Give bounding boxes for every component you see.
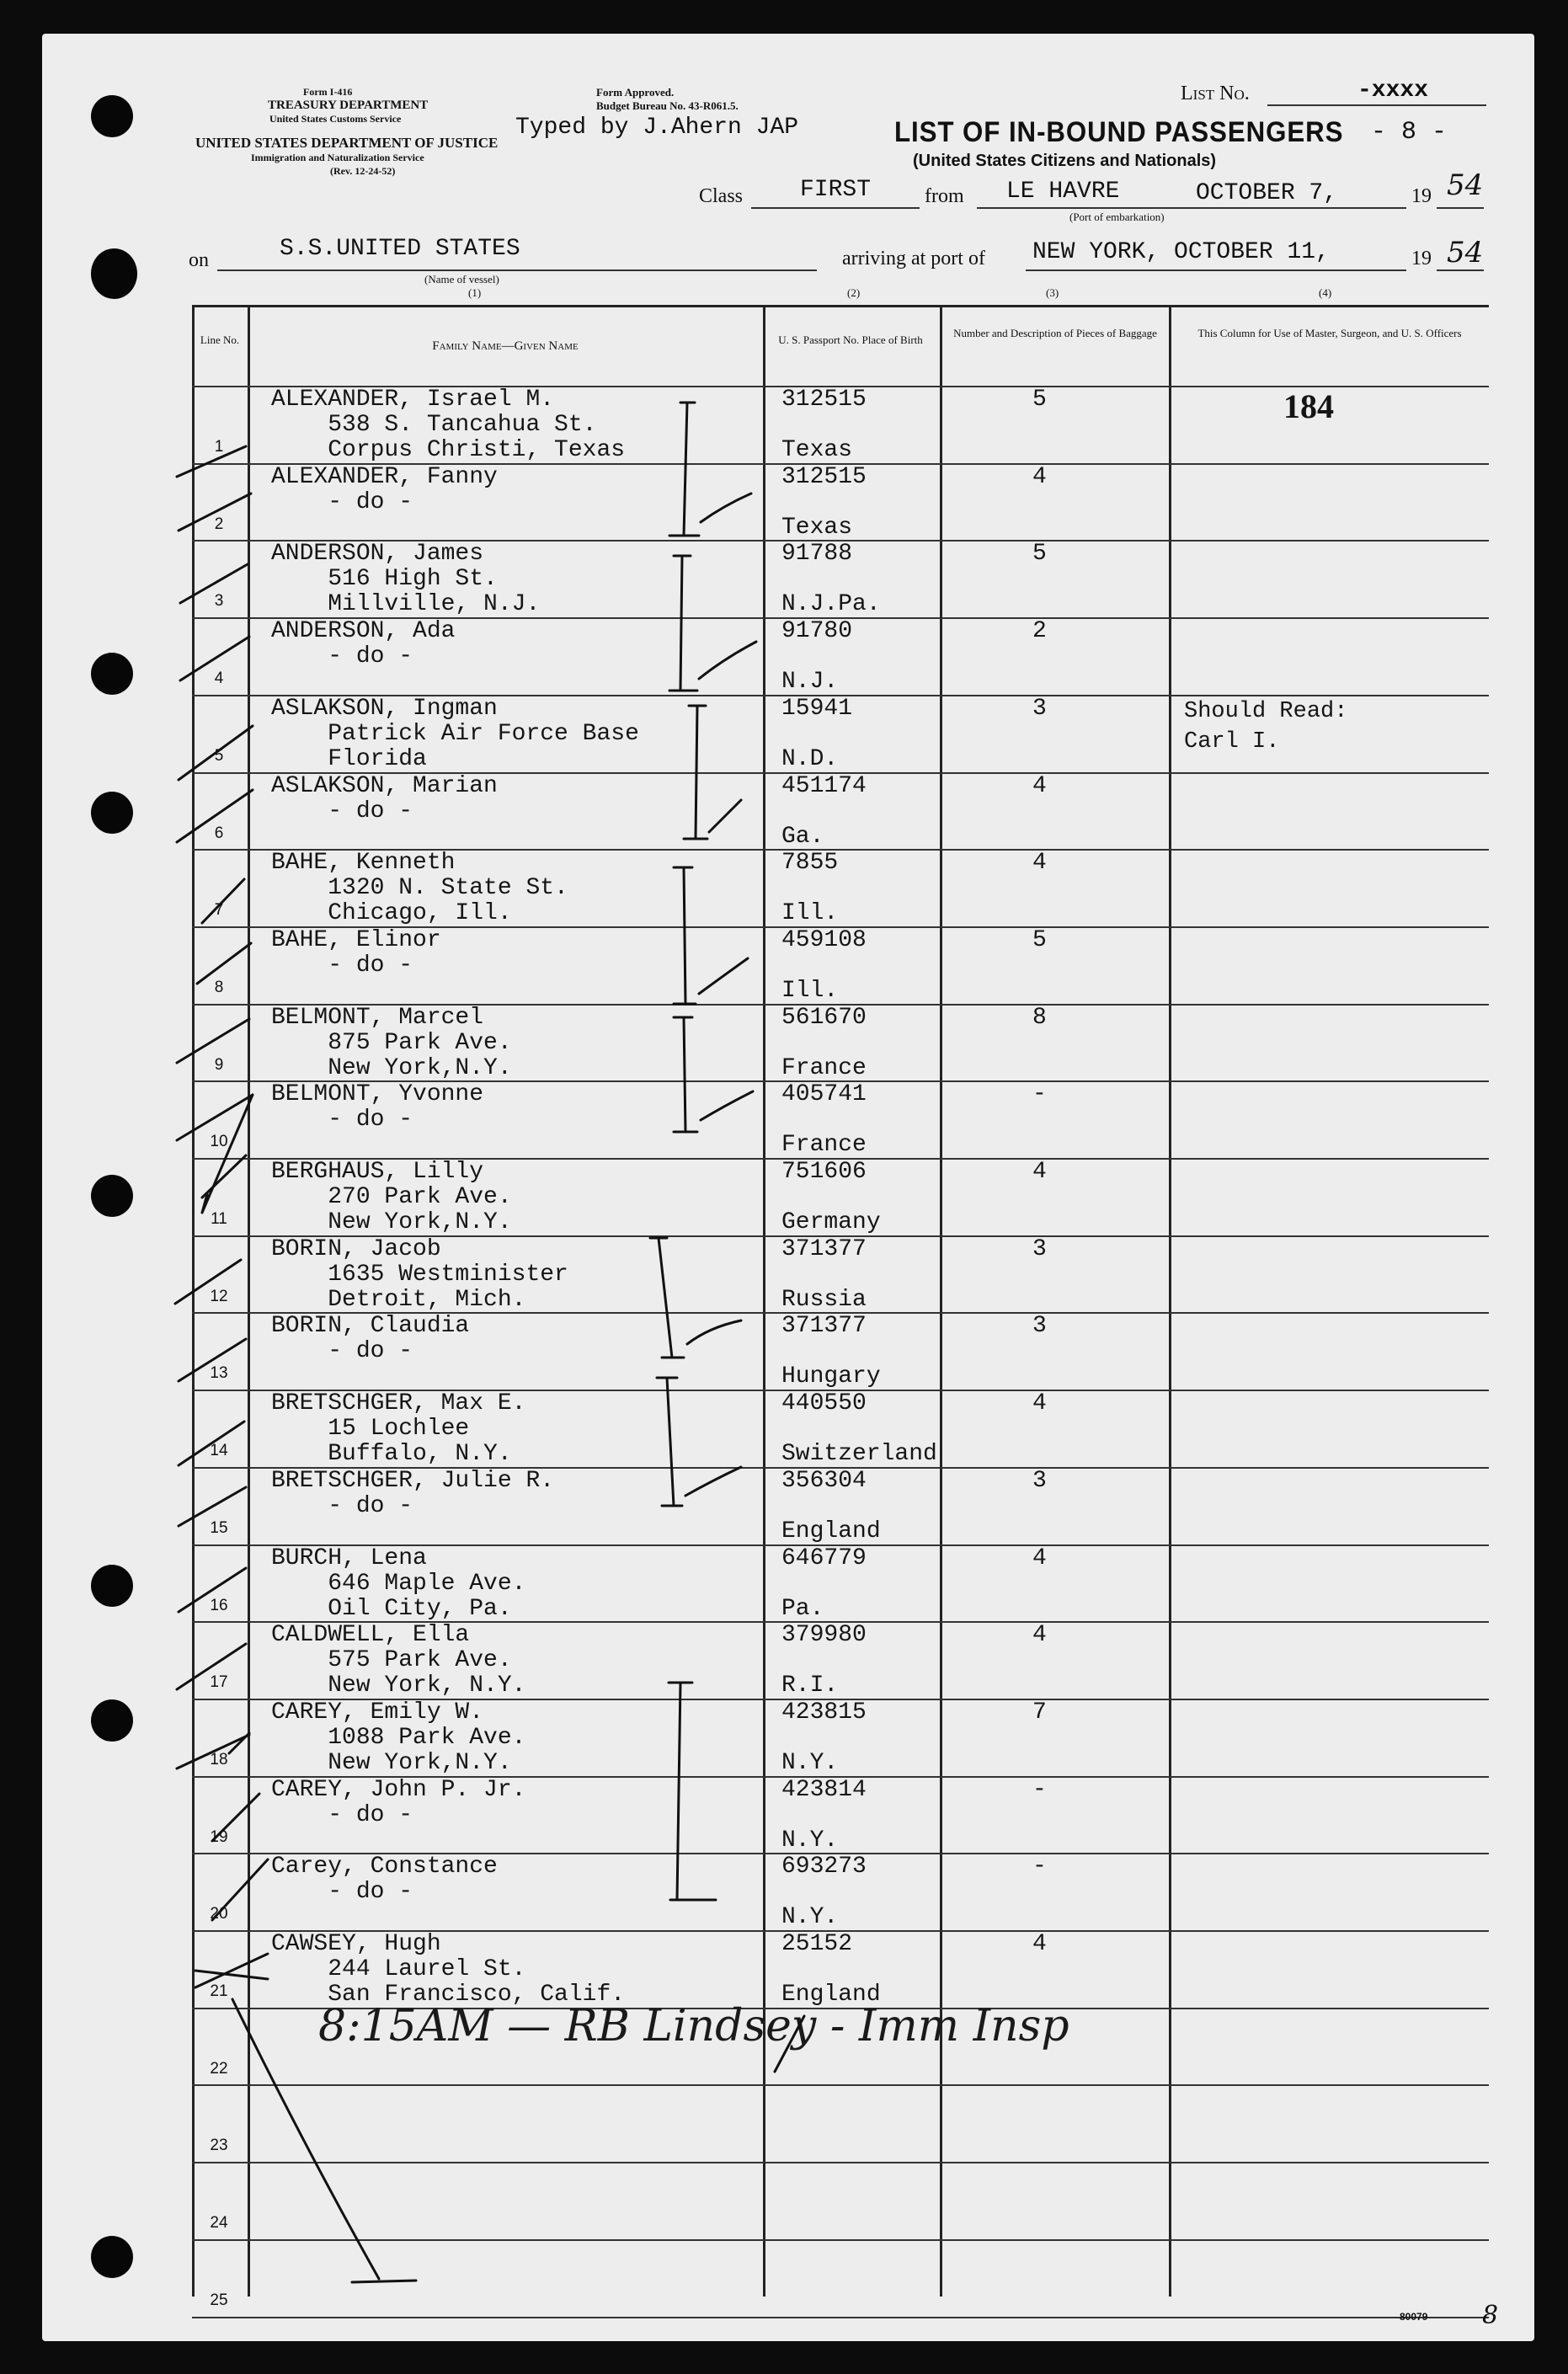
line-number: 23 (210, 2137, 228, 2155)
line-number: 19 (210, 1827, 228, 1846)
place-of-birth: Pa. (781, 1595, 824, 1622)
page-title: LIST OF IN-BOUND PASSENGERS (894, 116, 1344, 148)
col-header-officers: This Column for Use of Master, Surgeon, and U. S. Officers (1197, 327, 1462, 339)
passport-number: 91788 (781, 541, 853, 568)
baggage-count: 3 (1032, 1313, 1047, 1340)
passenger-name: ANDERSON, James 516 High St. Millville, N.J. (271, 541, 541, 618)
passport-number: 379980 (781, 1622, 867, 1649)
line-number: 4 (214, 670, 224, 688)
passport-number: 312515 (781, 387, 867, 413)
baggage-count: 5 (1032, 926, 1047, 953)
passenger-name: BAHE, Elinor - do - (271, 926, 441, 979)
baggage-count: - (1032, 1776, 1047, 1803)
year-value: 54 (1447, 168, 1484, 202)
passport-number: 440550 (781, 1390, 867, 1417)
place-of-birth: Russia (781, 1286, 867, 1313)
officer-note: Should Read: Carl I. (1184, 698, 1348, 755)
line-number: 8 (214, 978, 224, 996)
tick-marks (175, 446, 268, 1987)
place-of-birth: Texas (781, 437, 853, 463)
passenger-name: ALEXANDER, Israel M. 538 S. Tancahua St. Corpus Christi, Texas (271, 387, 626, 463)
line-number: 12 (210, 1287, 228, 1305)
class-label: Class (699, 185, 744, 207)
place-of-birth: Hungary (781, 1363, 881, 1390)
large-check-mark (202, 1095, 253, 1213)
passport-number: 423814 (781, 1776, 867, 1803)
col-header-passport: U. S. Passport No. Place of Birth (778, 333, 923, 346)
baggage-count: 3 (1032, 695, 1047, 722)
vessel-name: S.S.UNITED STATES (280, 236, 520, 262)
passport-number: 561670 (781, 1004, 867, 1031)
baggage-count: 4 (1032, 1159, 1047, 1185)
passport-number: 693273 (781, 1854, 867, 1881)
page-mark: 8 (1482, 2301, 1499, 2330)
passenger-name: CAREY, Emily W. 1088 Park Ave. New York,N.Y. (271, 1699, 526, 1776)
passport-number: 459108 (781, 926, 867, 953)
check-mark (709, 800, 741, 832)
baggage-count: 4 (1032, 1931, 1047, 1957)
place-of-birth: England (781, 1982, 881, 2008)
dept-justice: UNITED STATES DEPARTMENT OF JUSTICE (195, 135, 499, 151)
passenger-name: BELMONT, Marcel 875 Park Ave. New York,N.Y. (271, 1004, 512, 1081)
place-of-birth: N.D. (781, 745, 839, 772)
baggage-count: 4 (1032, 463, 1047, 490)
passport-number: 356304 (781, 1467, 867, 1494)
sheet-number: - 8 - (1371, 118, 1448, 147)
bracket-mark (669, 556, 697, 691)
passenger-name: ASLAKSON, Marian - do - (271, 772, 498, 824)
line-number: 16 (210, 1596, 228, 1614)
dept-treasury-sub: United States Customs Service (269, 113, 402, 125)
passenger-name: BERGHAUS, Lilly 270 Park Ave. New York,N.Y. (271, 1159, 512, 1235)
line-number: 14 (210, 1442, 228, 1460)
col3-number: (3) (1046, 286, 1059, 299)
place-of-birth: N.Y. (781, 1827, 839, 1854)
place-of-birth: N.J.Pa. (781, 591, 881, 618)
check-mark (699, 958, 748, 994)
dept-treasury: TREASURY DEPARTMENT (268, 99, 429, 112)
passport-number: 423815 (781, 1699, 867, 1726)
check-mark (685, 1467, 741, 1496)
line-number: 9 (214, 1055, 224, 1074)
col4-number: (4) (1319, 286, 1332, 299)
passport-number: 7855 (781, 850, 839, 877)
line-number: 13 (210, 1364, 228, 1383)
bracket-mark (669, 403, 699, 536)
col-header-baggage: Number and Description of Pieces of Baggage (953, 327, 1157, 339)
class-value: FIRST (800, 177, 872, 203)
passport-number: 646779 (781, 1544, 867, 1571)
passenger-name: BURCH, Lena 646 Maple Ave. Oil City, Pa. (271, 1544, 526, 1622)
line-number: 18 (210, 1750, 228, 1768)
arrival-port-date: NEW YORK, OCTOBER 11, (1032, 239, 1330, 265)
arriving-label: arriving at port of (842, 248, 985, 269)
strike-mark (775, 2016, 804, 2072)
passport-number: 405741 (781, 1081, 867, 1108)
passenger-name: CAREY, John P. Jr. - do - (271, 1776, 526, 1828)
passenger-name: BELMONT, Yvonne - do - (271, 1081, 484, 1134)
form-id: Form I-416 (303, 86, 353, 98)
cancel-line (232, 1999, 416, 2282)
baggage-count: 3 (1032, 1467, 1047, 1494)
bracket-mark (674, 1017, 697, 1132)
passport-number: 451174 (781, 772, 867, 799)
arrival-year-prefix: 19 (1411, 248, 1432, 269)
bracket-mark (684, 706, 707, 839)
from-label: from (925, 185, 964, 207)
line-number: 10 (210, 1133, 228, 1151)
passenger-name: BORIN, Claudia - do - (271, 1313, 470, 1365)
embarkation-port: LE HAVRE (1006, 179, 1120, 205)
place-of-birth: England (781, 1518, 881, 1544)
handwritten-inspector-note: 8:15AM — RB Lindsey - Imm Insp (318, 2001, 1069, 2051)
passenger-name: BAHE, Kenneth 1320 N. State St. Chicago, Ill. (271, 850, 568, 927)
passport-number: 371377 (781, 1235, 867, 1262)
baggage-count: 2 (1032, 618, 1047, 645)
passenger-name: CAWSEY, Hugh 244 Laurel St. San Francisco, Calif. (271, 1931, 626, 2008)
line-number: 15 (210, 1518, 228, 1537)
place-of-birth: Germany (781, 1209, 881, 1235)
col-header-name: Family Name—Given Name (432, 339, 579, 353)
col-header-line-no: Line No. (200, 333, 240, 346)
baggage-count: 4 (1032, 1622, 1047, 1649)
place-of-birth: Switzerland (781, 1441, 937, 1468)
passenger-name: ASLAKSON, Ingman Patrick Air Force Base Florida (271, 695, 639, 772)
check-mark (701, 493, 751, 522)
line-number: 5 (214, 746, 224, 765)
budget-bureau: Budget Bureau No. 43-R061.5. (596, 99, 739, 112)
passport-number: 312515 (781, 463, 867, 490)
bracket-mark (650, 1238, 684, 1358)
place-of-birth: France (781, 1132, 867, 1159)
baggage-count: - (1032, 1854, 1047, 1881)
passenger-name: ALEXANDER, Fanny - do - (271, 463, 498, 515)
officer-note: 184 (1283, 387, 1334, 425)
vessel-note: (Name of vessel) (424, 273, 499, 285)
place-of-birth: Ill. (781, 900, 839, 927)
typed-by: Typed by J.Ahern JAP (515, 115, 799, 141)
place-of-birth: N.Y. (781, 1904, 839, 1931)
col2-number: (2) (847, 286, 861, 299)
bracket-mark (669, 1683, 716, 1900)
col1-number: (1) (468, 286, 482, 299)
line-number: 2 (214, 515, 224, 533)
passport-number: 25152 (781, 1931, 853, 1957)
form-code: 80079 (1400, 2311, 1428, 2323)
line-number: 22 (210, 2059, 228, 2078)
place-of-birth: France (781, 1054, 867, 1081)
baggage-count: 3 (1032, 1235, 1047, 1262)
arrival-year: 54 (1447, 236, 1484, 269)
embarkation-note: (Port of embarkation) (1069, 211, 1165, 223)
baggage-count: 4 (1032, 772, 1047, 799)
passenger-name: BRETSCHGER, Max E. 15 Lochlee Buffalo, N.Y. (271, 1390, 526, 1468)
bracket-mark (674, 867, 696, 1004)
line-number: 1 (214, 438, 224, 456)
line-number: 7 (214, 901, 224, 920)
line-number: 3 (214, 592, 224, 611)
passenger-name: BRETSCHGER, Julie R. - do - (271, 1467, 555, 1519)
passport-number: 91780 (781, 618, 853, 645)
place-of-birth: Texas (781, 514, 853, 541)
check-mark (701, 1091, 753, 1120)
baggage-count: 8 (1032, 1004, 1047, 1031)
baggage-count: 7 (1032, 1699, 1047, 1726)
line-number: 25 (210, 2291, 228, 2309)
list-no-label: List No. (1181, 83, 1250, 104)
dept-justice-sub: Immigration and Naturalization Service (251, 152, 424, 163)
form-approved: Form Approved. (596, 86, 675, 99)
line-number: 17 (210, 1673, 228, 1692)
baggage-count: 5 (1032, 541, 1047, 568)
baggage-count: 5 (1032, 387, 1047, 413)
baggage-count: 4 (1032, 850, 1047, 877)
line-number: 6 (214, 824, 224, 842)
year-prefix: 19 (1411, 185, 1432, 207)
place-of-birth: R.I. (781, 1672, 839, 1699)
place-of-birth: N.J. (781, 669, 839, 696)
embarkation-date: OCTOBER 7, (1196, 180, 1338, 206)
place-of-birth: N.Y. (781, 1749, 839, 1776)
place-of-birth: Ga. (781, 823, 824, 850)
passenger-name: ANDERSON, Ada - do - (271, 618, 456, 670)
line-number: 24 (210, 2214, 228, 2233)
check-mark (687, 1320, 741, 1344)
on-label: on (189, 249, 209, 271)
passport-number: 751606 (781, 1159, 867, 1185)
baggage-count: - (1032, 1081, 1047, 1108)
check-mark (699, 642, 756, 679)
line-number: 11 (211, 1210, 227, 1228)
baggage-count: 4 (1032, 1544, 1047, 1571)
passenger-name: Carey, Constance - do - (271, 1854, 498, 1906)
passport-number: 15941 (781, 695, 853, 722)
bracket-mark (657, 1378, 682, 1506)
place-of-birth: Ill. (781, 977, 839, 1004)
passenger-name: CALDWELL, Ella 575 Park Ave. New York, N.Y. (271, 1622, 526, 1699)
page-subtitle: (United States Citizens and Nationals) (913, 152, 1217, 170)
passenger-name: BORIN, Jacob 1635 Westminister Detroit, Mich. (271, 1235, 568, 1313)
line-number: 21 (210, 1982, 228, 2000)
form-revision: (Rev. 12-24-52) (330, 165, 396, 177)
passport-number: 371377 (781, 1313, 867, 1340)
list-no-value: -xxxx (1357, 77, 1429, 104)
baggage-count: 4 (1032, 1390, 1047, 1417)
line-number: 20 (210, 1905, 228, 1923)
